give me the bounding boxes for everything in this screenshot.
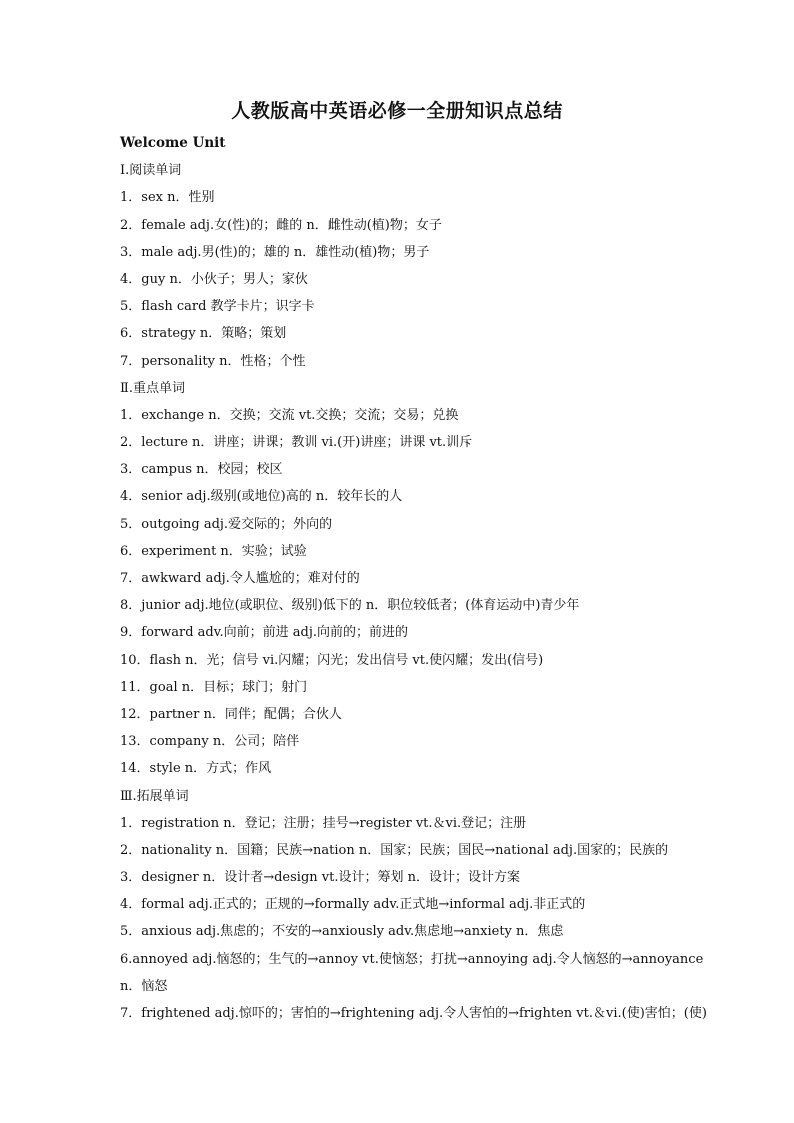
vocabulary-item: 6.annoyed adj.恼怒的；生气的→annoy vt.使恼怒；打扰→annoying adj.令人恼怒的→annoyance: [120, 951, 704, 967]
vocabulary-item: 4．guy n．小伙子；男人；家伙: [120, 271, 308, 287]
section-heading: Ⅱ.重点单词: [120, 380, 185, 396]
unit-heading: Welcome Unit: [120, 135, 226, 151]
vocabulary-item: 2．lecture n．讲座；讲课；教训 vi.(开)讲座；讲课 vt.训斥: [120, 435, 473, 451]
vocabulary-item: 5．flash card 教学卡片；识字卡: [120, 299, 315, 315]
vocabulary-item: 8．junior adj.地位(或职位、级别)低下的 n．职位较低者；(体育运动中)青少年: [120, 598, 580, 614]
vocabulary-item: 4．formal adj.正式的；正规的→formally adv.正式地→informal adj.非正式的: [120, 897, 586, 913]
vocabulary-item: 13．company n．公司；陪伴: [120, 734, 300, 750]
vocabulary-item: 2．female adj.女(性)的；雌的 n．雌性动(植)物；女子: [120, 217, 442, 233]
vocabulary-list: [120, 157, 707, 1027]
vocabulary-item: 6．strategy n．策略；策划: [120, 326, 287, 342]
vocabulary-item: 2．nationality n．国籍；民族→nation n．国家；民族；国民→national adj.国家的；民族的: [120, 842, 669, 858]
vocabulary-item: 10．flash n．光；信号 vi.闪耀；闪光；发出信号 vt.使闪耀；发出(信号): [120, 652, 544, 668]
vocabulary-item: 7．frightened adj.惊吓的；害怕的→frightening adj.令人害怕的→frighten vt.＆vi.(使)害怕；(使): [120, 1006, 707, 1021]
vocabulary-item: 1．sex n．性别: [120, 190, 215, 206]
vocabulary-item: 3．designer n．设计者→design vt.设计；筹划 n．设计；设计方案: [120, 870, 520, 886]
document-title: 人教版高中英语必修一全册知识点总结: [231, 100, 563, 122]
vocabulary-item: 3．male adj.男(性)的；雄的 n．雄性动(植)物；男子: [120, 244, 430, 260]
vocabulary-item: 7．personality n．性格；个性: [120, 353, 306, 369]
vocabulary-item: 12．partner n．同伴；配偶；合伙人: [120, 706, 342, 722]
vocabulary-item: 1．registration n．登记；注册；挂号→register vt.＆vi.登记；注册: [120, 815, 527, 831]
vocabulary-item: n．恼怒: [120, 978, 168, 994]
vocabulary-item: 9．forward adv.向前；前进 adj.向前的；前进的: [120, 625, 409, 641]
document-body: [120, 130, 707, 1027]
section-heading: Ⅰ.阅读单词: [120, 163, 182, 179]
vocabulary-item: 6．experiment n．实验；试验: [120, 543, 307, 559]
vocabulary-item: 4．senior adj.级别(或地位)高的 n．较年长的人: [120, 489, 403, 505]
vocabulary-item: 7．awkward adj.令人尴尬的；难对付的: [120, 571, 360, 586]
section-heading: Ⅲ.拓展单词: [120, 788, 189, 804]
vocabulary-item: 14．style n．方式；作风: [120, 761, 272, 777]
vocabulary-item: 11．goal n．目标；球门；射门: [120, 679, 308, 695]
vocabulary-item: 3．campus n．校园；校区: [120, 462, 283, 478]
vocabulary-item: 5．anxious adj.焦虑的；不安的→anxiously adv.焦虑地→anxiety n．焦虑: [120, 924, 564, 940]
vocabulary-item: 1．exchange n．交换；交流 vt.交换；交流；交易；兑换: [120, 407, 459, 423]
vocabulary-item: 5．outgoing adj.爱交际的；外向的: [120, 516, 333, 532]
